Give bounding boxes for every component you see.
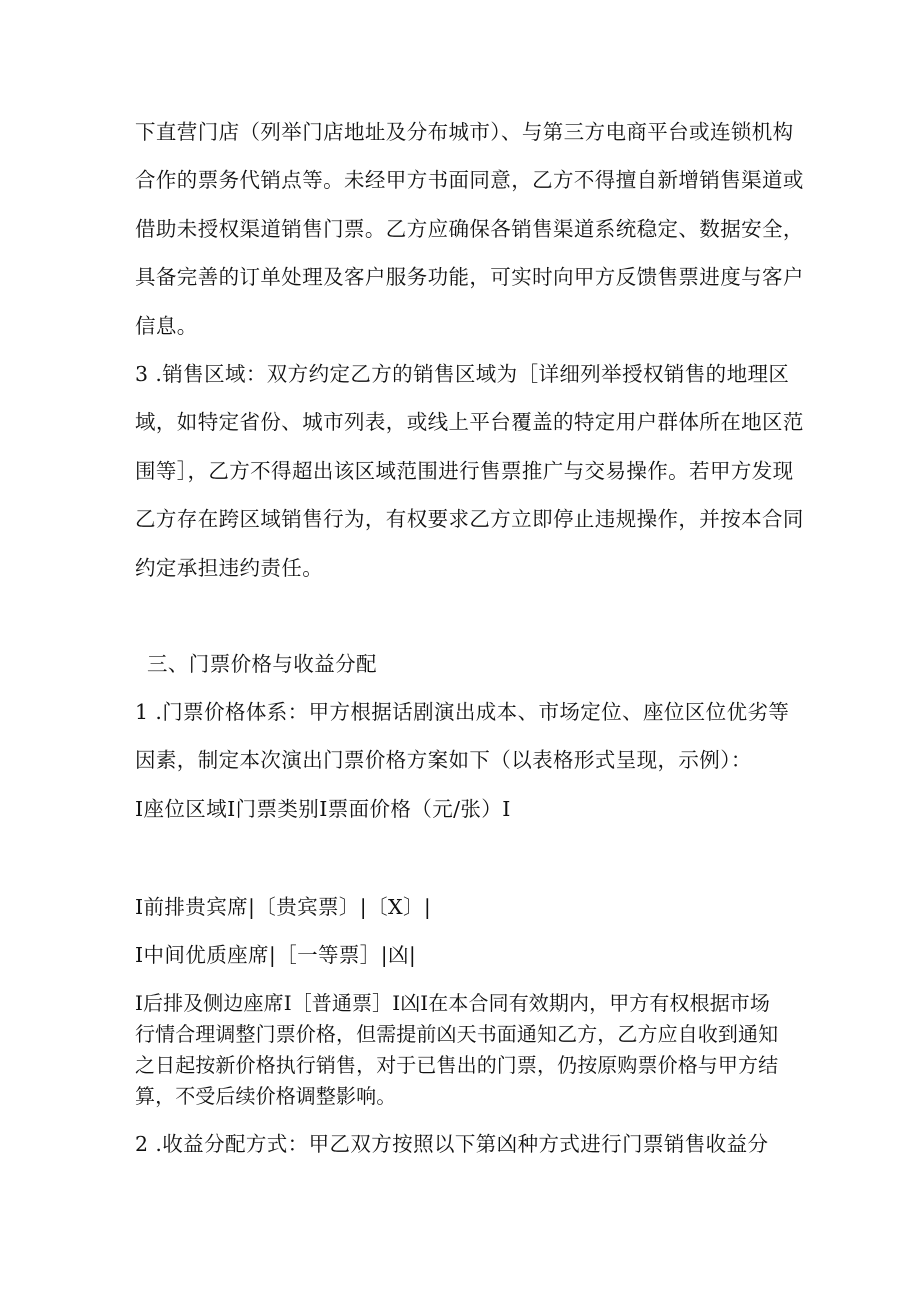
adjustment-line-3: 之日起按新价格执行销售，对于已售出的门票，仍按原购票价格与甲方结 bbox=[135, 1053, 779, 1077]
price-table-row-first: I中间优质座席|［一等票］|凶| bbox=[135, 943, 417, 967]
channels-line-1: 下直营门店（列举门店地址及分布城市）、与第三方电商平台或连锁机构 bbox=[135, 120, 794, 144]
region-line-3: 围等］，乙方不得超出该区域范围进行售票推广与交易操作。若甲方发现 bbox=[135, 459, 794, 483]
region-line-5: 约定承担违约责任。 bbox=[135, 556, 324, 580]
region-line-1: 3 .销售区域：双方约定乙方的销售区域为［详细列举授权销售的地理区 bbox=[135, 362, 790, 386]
adjustment-line-2: 行情合理调整门票价格，但需提前凶天书面通知乙方，乙方应自收到通知 bbox=[135, 1022, 779, 1046]
price-table-header: I座位区域I门票类别I票面价格（元/张）I bbox=[135, 797, 511, 821]
channels-line-2: 合作的票务代销点等。未经甲方书面同意，乙方不得擅自新增销售渠道或 bbox=[135, 168, 804, 192]
revenue-line-1: 2 .收益分配方式：甲乙双方按照以下第凶种方式进行门票销售收益分 bbox=[135, 1132, 769, 1156]
section-heading: 三、门票价格与收益分配 bbox=[147, 652, 377, 676]
price-system-line-1: 1 .门票价格体系：甲方根据话剧演出成本、市场定位、座位区位优劣等 bbox=[135, 700, 790, 724]
adjustment-line-4: 算，不受后续价格调整影响。 bbox=[135, 1084, 397, 1108]
channels-line-3: 借助未授权渠道销售门票。乙方应确保各销售渠道系统稳定、数据安全， bbox=[135, 217, 804, 241]
region-line-4: 乙方存在跨区域销售行为，有权要求乙方立即停止违规操作，并按本合同 bbox=[135, 507, 804, 531]
region-line-2: 域，如特定省份、城市列表，或线上平台覆盖的特定用户群体所在地区范 bbox=[135, 410, 804, 434]
channels-line-5: 信息。 bbox=[135, 314, 198, 338]
channels-line-4: 具备完善的订单处理及客户服务功能，可实时向甲方反馈售票进度与客户 bbox=[135, 265, 804, 289]
price-table-row-vip: I前排贵宾席|〔贵宾票〕|〔X〕| bbox=[135, 895, 432, 919]
adjustment-line-1: I后排及侧边座席I［普通票］I凶I在本合同有效期内，甲方有权根据市场 bbox=[135, 991, 771, 1015]
price-system-line-2: 因素，制定本次演出门票价格方案如下（以表格形式呈现，示例）： bbox=[135, 748, 752, 772]
